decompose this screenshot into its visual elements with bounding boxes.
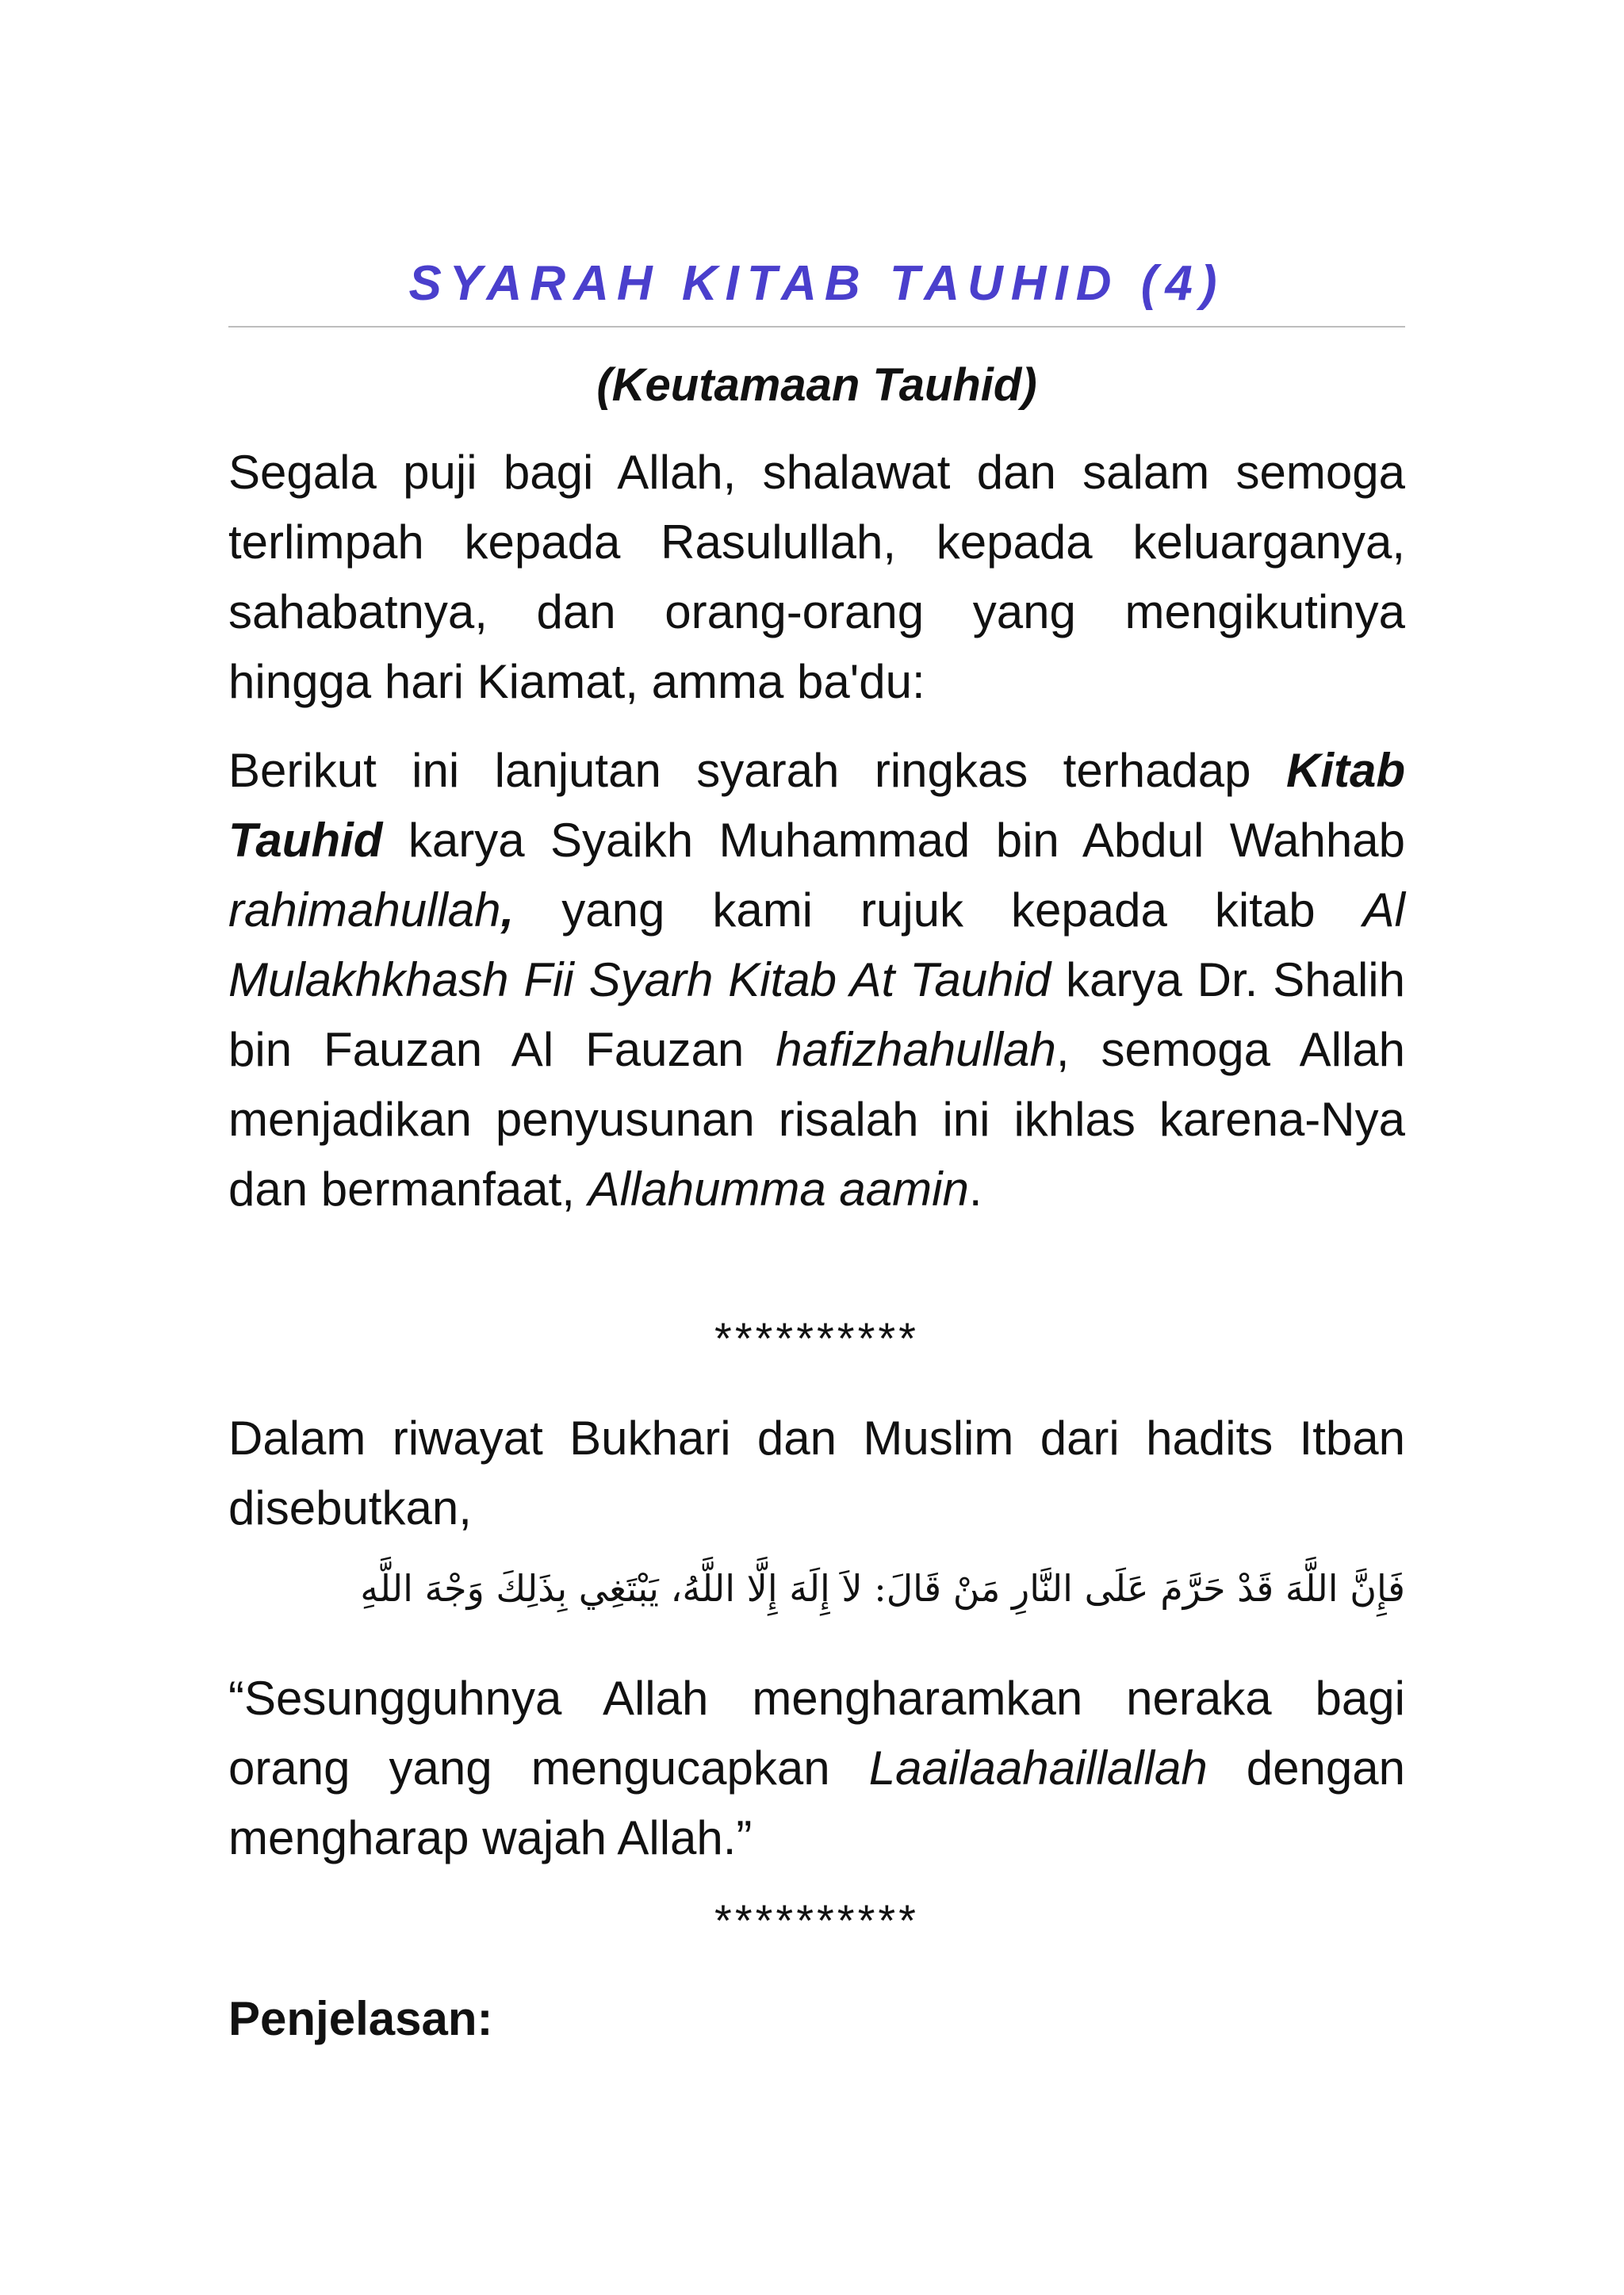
explanation-heading: Penjelasan:	[228, 1992, 493, 2045]
intro-text-6: .	[968, 1163, 982, 1216]
intro-text-3: yang kami rujuk kepada kitab	[514, 883, 1363, 937]
introduction-paragraph	[228, 736, 1405, 1224]
intro-text-2: karya Syaikh Muhammad bin Abdul Wahhab	[382, 814, 1405, 867]
intro-text-1: Berikut ini lanjutan syarah ringkas terhadap	[228, 744, 1286, 797]
page-subtitle: (Keutamaan Tauhid)	[596, 359, 1037, 411]
page-title: SYARAH KITAB TAUHID (4)	[408, 256, 1225, 311]
intro-text-5: , semoga Allah menjadikan penyusunan risalah ini ikhlas karena-Nya dan bermanfaat,	[228, 1023, 1406, 1216]
translation-text-2: dengan mengharap wajah Allah.”	[228, 1741, 1405, 1864]
hafizhahullah-term: hafizhahullah	[776, 1023, 1056, 1076]
intro-text-4: karya Dr. Shalih bin Fauzan Al Fauzan	[228, 953, 1406, 1076]
title-divider	[228, 326, 1405, 328]
al-mulakhkhash-title: Al Mulakhkhash Fii Syarh Kitab At Tauhid	[228, 883, 1405, 1006]
opening-paragraph: Segala puji bagi Allah, shalawat dan salam semoga terlimpah kepada Rasulullah, kepada keluarganya, sahabatnya, dan orang-orang yang mengikutinya hingga hari Kiamat, amma ba'du:	[228, 446, 1405, 708]
separator-asterisks: **********	[714, 1313, 919, 1363]
allahumma-aamin-term: Allahumma aamin	[588, 1163, 969, 1216]
bold-comma: ,	[500, 883, 515, 937]
kitab-tauhid-title: Kitab Tauhid	[228, 744, 1405, 867]
separator-asterisks-2: **********	[714, 1895, 919, 1945]
hadith-intro-paragraph: Dalam riwayat Bukhari dan Muslim dari hadits Itban disebutkan,	[228, 1412, 1405, 1534]
rahimahullah-term: rahimahullah	[228, 883, 501, 937]
laailaahaillallah-term: Laailaahaillallah	[868, 1741, 1208, 1795]
hadith-translation	[228, 1664, 1405, 1873]
translation-text-1: “Sesungguhnya Allah mengharamkan neraka bagi orang yang mengucapkan	[228, 1672, 1405, 1795]
arabic-hadith-text: فَإِنَّ اللَّهَ قَدْ حَرَّمَ عَلَى النَّارِ مَنْ قَالَ: لاَ إِلَهَ إِلَّا اللَّهُ، يَبْتَغِي بِذَلِكَ وَجْهَ اللَّهِ	[360, 1567, 1405, 1610]
